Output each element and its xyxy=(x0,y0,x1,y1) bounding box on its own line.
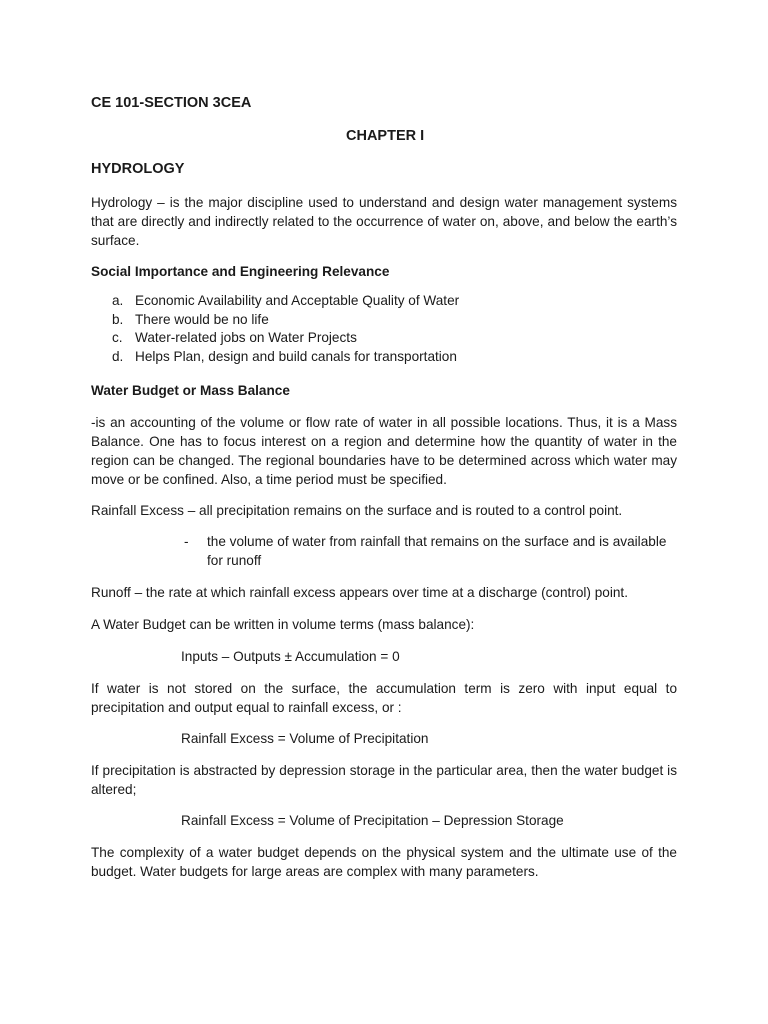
rainfall-excess-definition: Rainfall Excess – all precipitation remains on the surface and is routed to a control point. xyxy=(91,503,623,518)
bullet-dash: - xyxy=(184,534,189,549)
water-budget-heading: Water Budget or Mass Balance xyxy=(91,383,290,398)
equation-rainfall-excess: Rainfall Excess = Volume of Precipitation xyxy=(181,731,429,746)
abstracted-paragraph: If precipitation is abstracted by depression storage in the particular area, then the water budget is altered; xyxy=(91,763,677,797)
runoff-definition: Runoff – the rate at which rainfall excess appears over time at a discharge (control) point. xyxy=(91,585,628,600)
equation-mass-balance: Inputs – Outputs ± Accumulation = 0 xyxy=(181,649,400,664)
list-marker: b. xyxy=(112,311,124,327)
list-item-text: Economic Availability and Acceptable Quality of Water xyxy=(135,293,460,308)
list-marker: d. xyxy=(112,349,124,365)
list-marker: c. xyxy=(112,330,123,346)
list-item-text: Water-related jobs on Water Projects xyxy=(135,330,357,346)
social-importance-heading: Social Importance and Engineering Relevance xyxy=(91,264,390,279)
list-item-text: Helps Plan, design and build canals for transportation xyxy=(135,349,457,365)
section-title: HYDROLOGY xyxy=(91,161,185,177)
volume-terms-intro: A Water Budget can be written in volume terms (mass balance): xyxy=(91,617,475,632)
list-item xyxy=(112,329,459,348)
list-item xyxy=(112,348,459,367)
complexity-paragraph: The complexity of a water budget depends on the physical system and the ultimate use of the budget. Water budgets for large areas are complex with many parameters. xyxy=(91,845,677,879)
chapter-title: CHAPTER I xyxy=(346,128,425,144)
social-importance-list xyxy=(112,292,459,367)
list-item xyxy=(112,292,459,311)
course-header: CE 101-SECTION 3CEA xyxy=(91,95,252,111)
list-item-text: There would be no life xyxy=(135,311,269,327)
list-item xyxy=(112,311,459,330)
rainfall-excess-note: the volume of water from rainfall that remains on the surface and is available for runoff xyxy=(207,534,667,568)
not-stored-paragraph: If water is not stored on the surface, the accumulation term is zero with input equal to precipitation and output equal to rainfall excess, or : xyxy=(91,681,677,715)
water-budget-paragraph: -is an accounting of the volume or flow rate of water in all possible locations. Thus, it is a Mass Balance. One has to focus interest on a region and determine how the quantity of water in the region can be changed. The regional boundaries have to be determined across which water may move or be confined. Also, a time period must be specified. xyxy=(91,415,677,487)
list-marker: a. xyxy=(112,293,124,308)
equation-depression-storage: Rainfall Excess = Volume of Precipitation – Depression Storage xyxy=(181,813,564,828)
intro-paragraph: Hydrology – is the major discipline used to understand and design water management systems that are directly and indirectly related to the occurrence of water on, above, and below the earth’s surface. xyxy=(91,195,677,248)
